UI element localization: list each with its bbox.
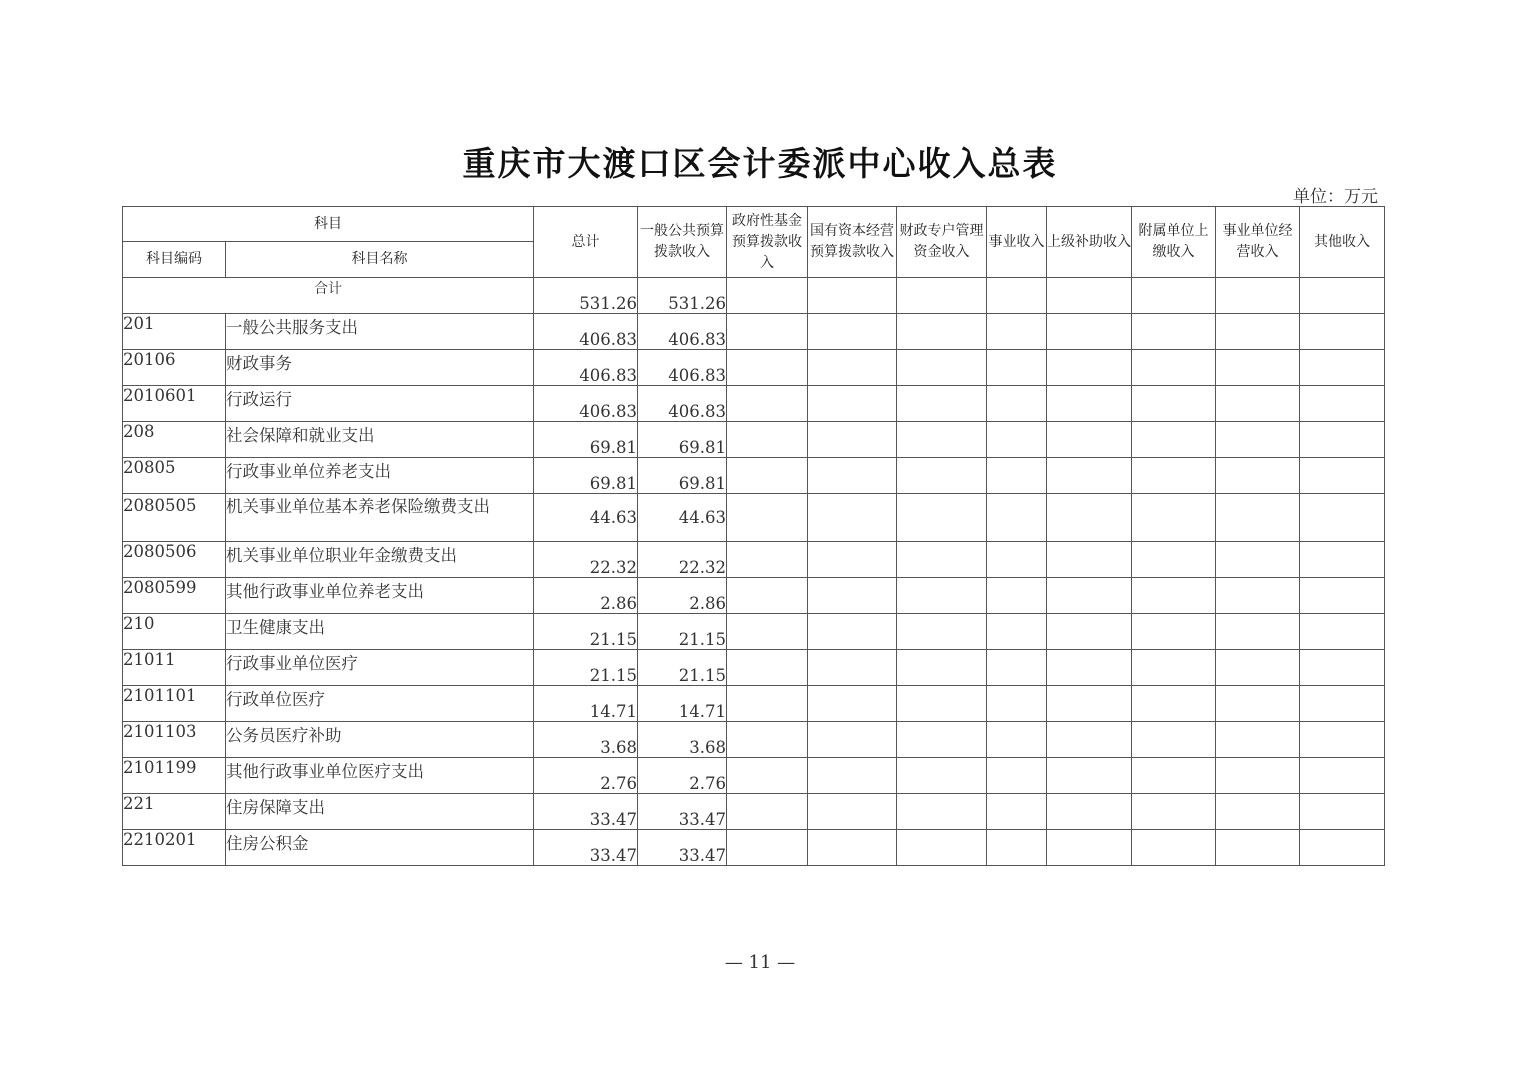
row-code: 2080505 [123,494,226,542]
row-name: 住房保障支出 [226,794,534,830]
table-row [123,686,1385,722]
row-name: 一般公共服务支出 [226,314,534,350]
table-row [123,386,1385,422]
row-total: 21.15 [534,650,638,686]
row-code: 2080599 [123,578,226,614]
row-name: 机关事业单位职业年金缴费支出 [226,542,534,578]
row-code: 21011 [123,650,226,686]
row-general-budget: 406.83 [638,386,727,422]
row-total: 33.47 [534,830,638,866]
row-general-budget: 3.68 [638,722,727,758]
row-code: 20106 [123,350,226,386]
header-total: 总计 [534,207,638,278]
unit-label: 单位：万元 [1293,187,1378,207]
row-total: 2.86 [534,578,638,614]
header-state-capital: 国有资本经营预算拨款收入 [808,207,897,278]
row-total: 22.32 [534,542,638,578]
row-general-budget: 406.83 [638,314,727,350]
row-general-budget: 33.47 [638,830,727,866]
row-code: 201 [123,314,226,350]
row-name: 卫生健康支出 [226,614,534,650]
row-name: 公务员医疗补助 [226,722,534,758]
row-total: 14.71 [534,686,638,722]
row-code: 20805 [123,458,226,494]
total-general-budget: 531.26 [638,278,727,314]
row-general-budget: 14.71 [638,686,727,722]
row-general-budget: 44.63 [638,494,727,542]
header-operating: 事业单位经营收入 [1216,207,1300,278]
header-special-account: 财政专户管理资金收入 [897,207,987,278]
row-name: 行政单位医疗 [226,686,534,722]
header-code: 科目编码 [123,242,226,278]
row-total: 3.68 [534,722,638,758]
row-general-budget: 21.15 [638,614,727,650]
row-name: 住房公积金 [226,830,534,866]
row-name: 财政事务 [226,350,534,386]
row-code: 2080506 [123,542,226,578]
row-name: 行政运行 [226,386,534,422]
total-value: 531.26 [534,278,638,314]
table-row [123,458,1385,494]
row-general-budget: 406.83 [638,350,727,386]
header-affiliated: 附属单位上缴收入 [1132,207,1216,278]
row-name: 行政事业单位养老支出 [226,458,534,494]
row-code: 210 [123,614,226,650]
row-code: 221 [123,794,226,830]
table-row [123,722,1385,758]
table-row [123,578,1385,614]
row-general-budget: 21.15 [638,650,727,686]
table-row [123,614,1385,650]
row-code: 2101103 [123,722,226,758]
row-general-budget: 22.32 [638,542,727,578]
row-total: 69.81 [534,458,638,494]
row-total: 21.15 [534,614,638,650]
table-row [123,494,1385,542]
table-row [123,314,1385,350]
row-general-budget: 69.81 [638,458,727,494]
table-row [123,794,1385,830]
row-general-budget: 2.76 [638,758,727,794]
income-summary-table [122,206,1385,866]
row-general-budget: 69.81 [638,422,727,458]
row-name: 社会保障和就业支出 [226,422,534,458]
row-total: 406.83 [534,386,638,422]
header-row-1 [123,207,1385,242]
row-code: 208 [123,422,226,458]
row-general-budget: 2.86 [638,578,727,614]
total-label: 合计 [123,278,534,314]
header-general-budget: 一般公共预算拨款收入 [638,207,727,278]
total-row [123,278,1385,314]
header-subject-group: 科目 [123,207,534,242]
row-name: 机关事业单位基本养老保险缴费支出 [226,494,534,542]
header-gov-fund: 政府性基金预算拨款收入 [727,207,808,278]
table-row [123,758,1385,794]
row-total: 406.83 [534,350,638,386]
table-row [123,830,1385,866]
row-general-budget: 33.47 [638,794,727,830]
table-row [123,350,1385,386]
row-name: 其他行政事业单位医疗支出 [226,758,534,794]
row-name: 行政事业单位医疗 [226,650,534,686]
row-code: 2101199 [123,758,226,794]
row-code: 2010601 [123,386,226,422]
row-code: 2210201 [123,830,226,866]
row-total: 406.83 [534,314,638,350]
table-row [123,542,1385,578]
row-total: 44.63 [534,494,638,542]
row-total: 33.47 [534,794,638,830]
page-title: 重庆市大渡口区会计委派中心收入总表 [462,144,1058,183]
header-superior-subsidy: 上级补助收入 [1047,207,1132,278]
table-row [123,422,1385,458]
header-other: 其他收入 [1300,207,1385,278]
row-name: 其他行政事业单位养老支出 [226,578,534,614]
table-row [123,650,1385,686]
header-name: 科目名称 [226,242,534,278]
row-total: 69.81 [534,422,638,458]
row-code: 2101101 [123,686,226,722]
row-total: 2.76 [534,758,638,794]
header-business: 事业收入 [987,207,1047,278]
page-number: — 11 — [724,952,796,973]
